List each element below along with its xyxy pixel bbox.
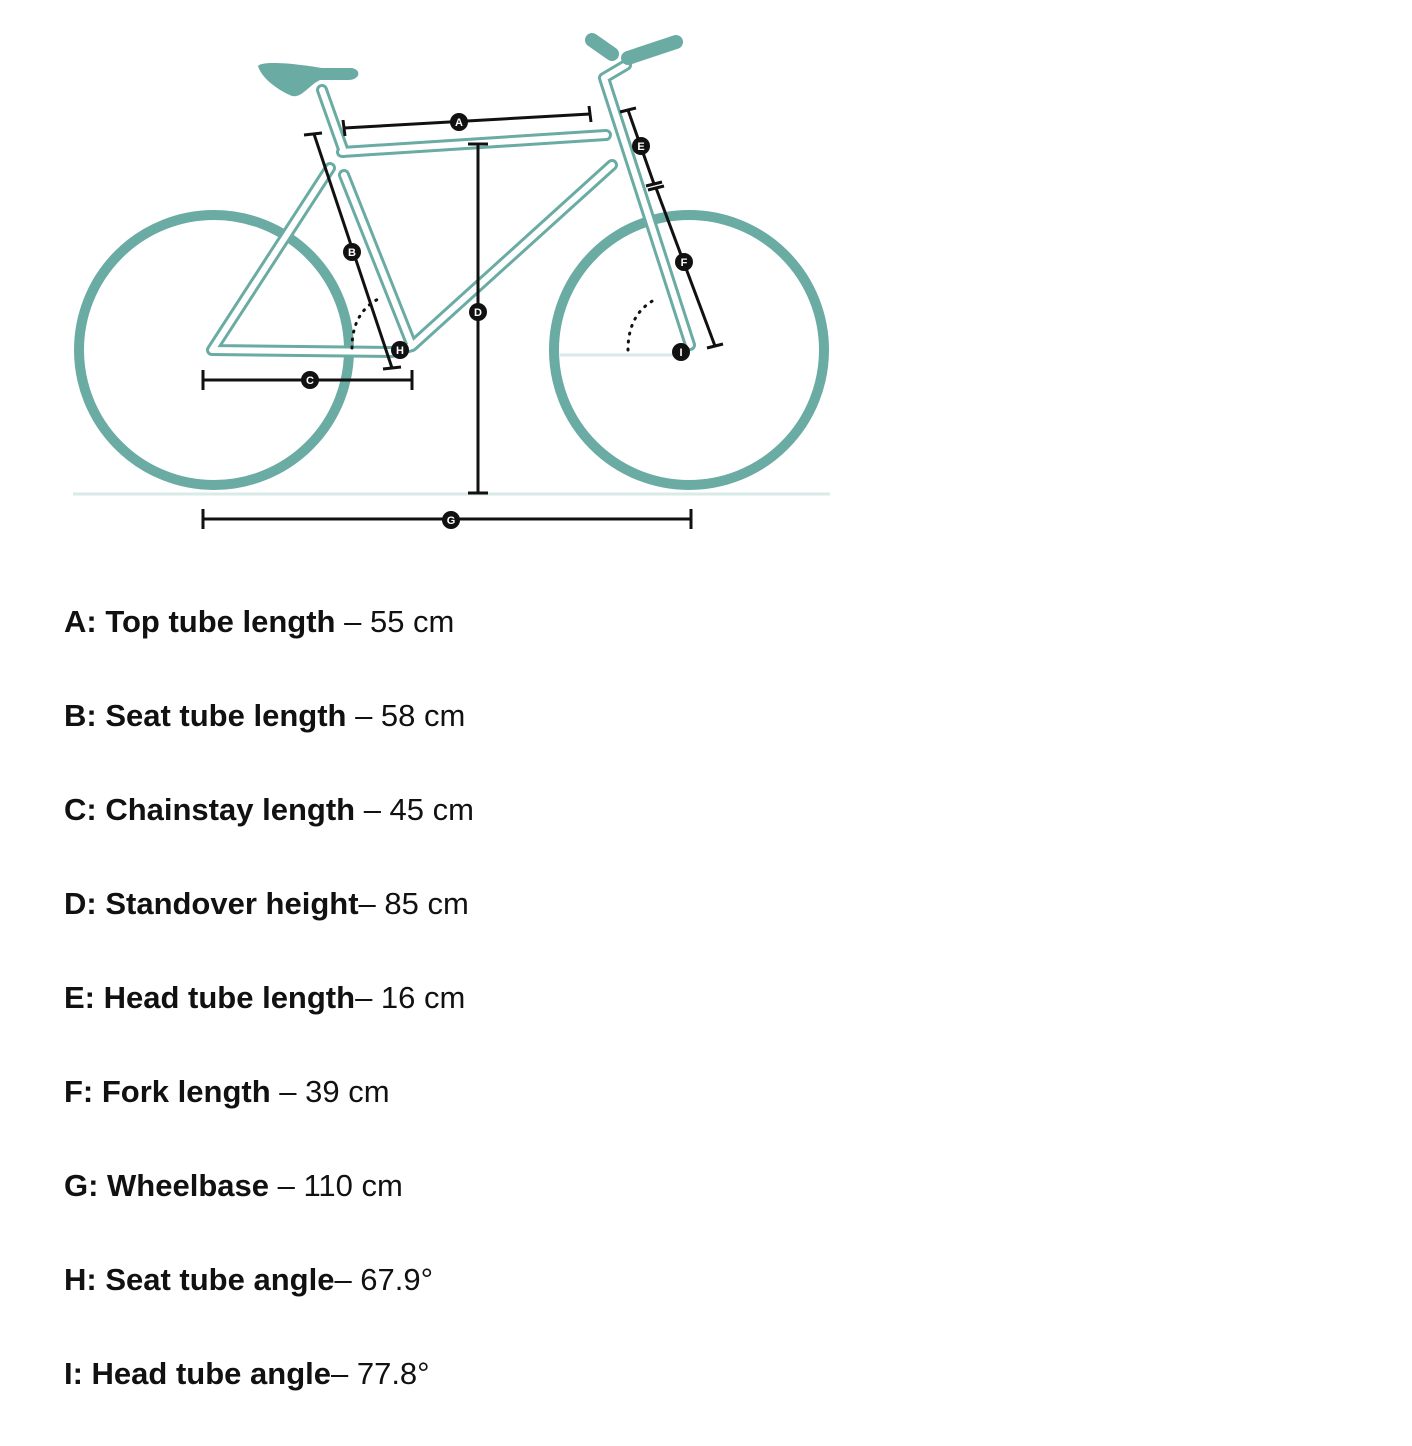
spec-head-tube-angle	[64, 1352, 474, 1446]
spec-fork-length	[64, 1070, 474, 1164]
spec-name: B: Seat tube length	[64, 698, 347, 733]
marker-b	[343, 243, 361, 261]
spec-name: E: Head tube length	[64, 980, 356, 1015]
spec-value: – 58 cm	[346, 698, 466, 733]
spec-seat-tube-angle	[64, 1258, 474, 1352]
svg-text:G: G	[446, 515, 456, 527]
geometry-spec-list	[64, 600, 474, 1446]
spec-name: A: Top tube length	[64, 604, 336, 639]
svg-text:B: B	[348, 247, 356, 259]
spec-value: – 77.8°	[330, 1356, 430, 1391]
spec-name: G: Wheelbase	[64, 1168, 269, 1203]
spec-value: – 85 cm	[358, 886, 469, 921]
spec-value: – 39 cm	[270, 1074, 390, 1109]
bike-geometry-diagram	[0, 0, 900, 560]
spec-wheelbase	[64, 1164, 474, 1258]
marker-e	[632, 137, 650, 155]
svg-text:D: D	[474, 307, 482, 319]
spec-top-tube-length	[64, 600, 474, 694]
head-angle-arc	[628, 298, 658, 350]
spec-seat-tube-length	[64, 694, 474, 788]
spec-value: – 67.9°	[334, 1262, 434, 1297]
marker-c	[301, 371, 319, 389]
spec-chainstay-length	[64, 788, 474, 882]
spec-name: I: Head tube angle	[64, 1356, 331, 1391]
marker-a	[450, 113, 468, 131]
svg-text:I: I	[679, 347, 683, 359]
spec-value: – 45 cm	[355, 792, 474, 827]
marker-d	[469, 303, 487, 321]
spec-head-tube-length	[64, 976, 474, 1070]
saddle	[258, 63, 358, 96]
bike-frame	[212, 65, 690, 352]
svg-text:H: H	[396, 345, 404, 357]
spec-standover-height	[64, 882, 474, 976]
spec-value: – 110 cm	[269, 1168, 403, 1203]
svg-text:F: F	[680, 257, 688, 269]
marker-i	[672, 343, 690, 361]
spec-name: C: Chainstay length	[64, 792, 356, 827]
marker-f	[675, 253, 693, 271]
spec-name: H: Seat tube angle	[64, 1262, 335, 1297]
spec-name: D: Standover height	[64, 886, 359, 921]
svg-text:A: A	[455, 117, 463, 129]
svg-text:E: E	[637, 141, 645, 153]
spec-value: – 16 cm	[355, 980, 466, 1015]
spec-name: F: Fork length	[64, 1074, 271, 1109]
marker-h	[391, 341, 409, 359]
svg-text:C: C	[306, 375, 314, 387]
marker-g	[442, 511, 460, 529]
spec-value: – 55 cm	[335, 604, 455, 639]
handlebar	[592, 40, 676, 58]
